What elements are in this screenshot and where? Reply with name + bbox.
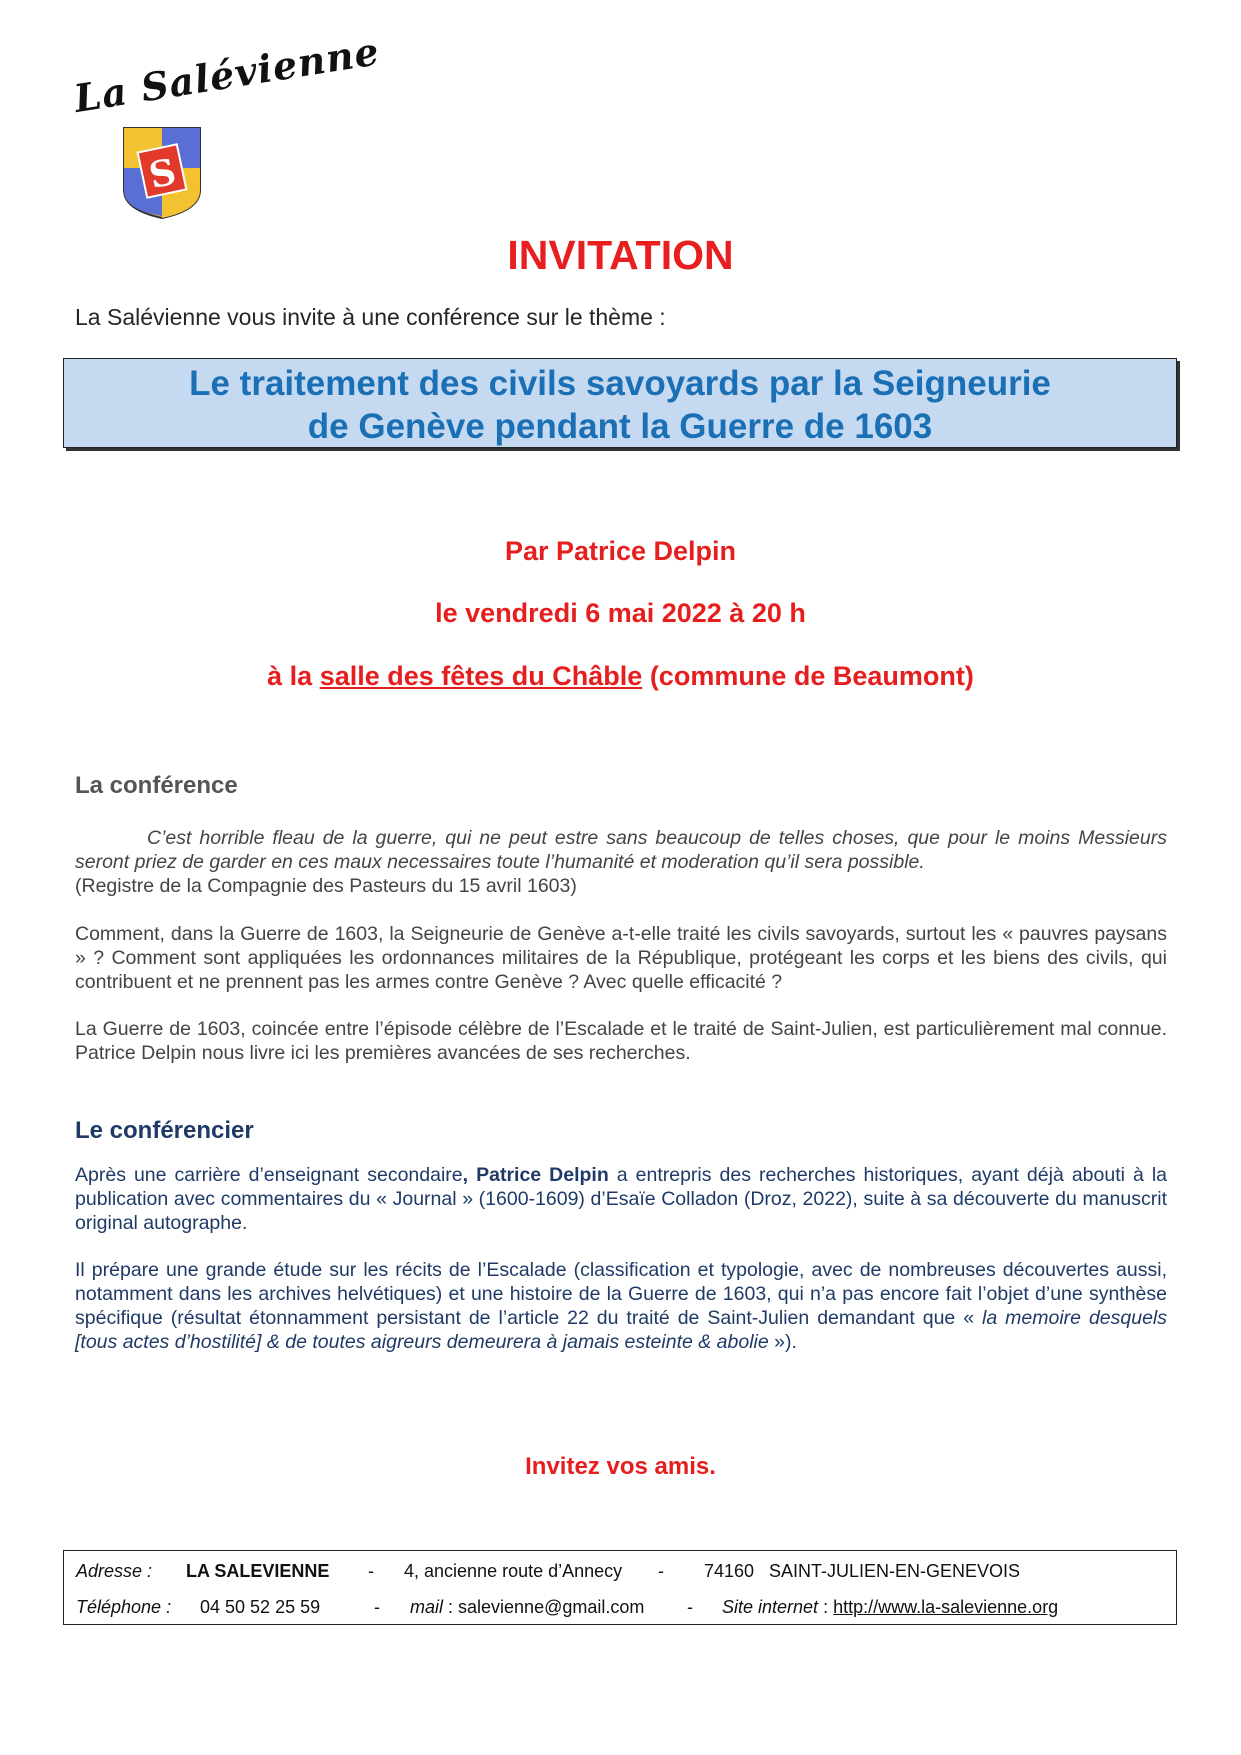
city: SAINT-JULIEN-EN-GENEVOIS bbox=[769, 1561, 1021, 1581]
dash: - bbox=[374, 1597, 380, 1617]
dash: - bbox=[658, 1561, 664, 1581]
postcode: 74160 bbox=[704, 1561, 755, 1581]
street-address: 4, ancienne route d’Annecy bbox=[404, 1561, 623, 1581]
speaker-p1-a: Après une carrière d’enseignant secondaire bbox=[75, 1164, 463, 1186]
phone-number: 04 50 52 25 59 bbox=[200, 1597, 321, 1617]
address-label: Adresse : bbox=[76, 1561, 153, 1581]
dash: - bbox=[687, 1597, 693, 1617]
shield-icon bbox=[120, 124, 204, 220]
speaker-paragraph-2 bbox=[75, 1258, 1167, 1354]
conference-heading: La conférence bbox=[75, 772, 238, 799]
speaker-p2-c: »). bbox=[768, 1331, 797, 1353]
venue-prefix: à la bbox=[267, 661, 320, 691]
closing-line: Invitez vos amis. bbox=[525, 1453, 716, 1480]
mail-address[interactable]: : salevienne@gmail.com bbox=[443, 1597, 645, 1617]
footer-contact-box bbox=[63, 1550, 1177, 1625]
dash: - bbox=[368, 1561, 374, 1581]
conference-quote-source: (Registre de la Compagnie des Pasteurs du 15 avril 1603) bbox=[75, 875, 577, 897]
speaker-p2-a: Il prépare une grande étude sur les récits de l’Escalade (classification et typologie, avec de nombreuses découvertes aussi, notamment dans les archives helvétiques) et une histoire de la Guerre de 1603, qui n’a pas encore fait l’objet d’une synthèse spécifique (résultat étonnamment persistant de l’article 22 du traité de Saint-Julien demandant que « bbox=[75, 1259, 1167, 1329]
speaker-line: Par Patrice Delpin bbox=[504, 536, 737, 566]
conference-title-line-1: Le traitement des civils savoyards par la Seigneurie bbox=[189, 364, 1051, 403]
conference-title-box bbox=[63, 358, 1177, 448]
conference-paragraph-2: La Guerre de 1603, coincée entre l’épisode célèbre de l’Escalade et le traité de Saint-Julien, est particulièrement mal connue. Patrice Delpin nous livre ici les premières avancées de ses recherches. bbox=[75, 1018, 1167, 1064]
speaker-name-bold: , Patrice Delpin bbox=[462, 1164, 609, 1186]
invitation-heading: INVITATION bbox=[507, 232, 734, 278]
site-separator: : bbox=[818, 1597, 834, 1617]
speaker-paragraph-1 bbox=[75, 1163, 1167, 1235]
date-line: le vendredi 6 mai 2022 à 20 h bbox=[435, 598, 806, 628]
conference-title-line-2: de Genève pendant la Guerre de 1603 bbox=[307, 407, 933, 446]
mail-label: mail bbox=[410, 1597, 444, 1617]
site-label: Site internet bbox=[722, 1597, 819, 1617]
site-field bbox=[722, 1597, 1058, 1618]
speaker-p2-quote: la memoire desquels [tous actes d’hostilité] & de toutes aigreurs demeurera à jamais esteinte & abolie bbox=[75, 1307, 1168, 1353]
conference-paragraph-1: Comment, dans la Guerre de 1603, la Seigneurie de Genève a-t-elle traité les civils savoyards, surtout les « pauvres paysans » ? Comment sont appliquées les ordonnances militaires de la République, protégeant les corps et les biens des civils, qui contribuent et ne prennent pas les armes contre Genève ? Avec quelle efficacité ? bbox=[75, 923, 1167, 993]
shield-letter: S bbox=[145, 150, 180, 198]
logo bbox=[70, 28, 383, 230]
speaker-p1-c: a entrepris des recherches historiques, ayant déjà abouti à la publication avec commentaires du « Journal » (1600-1609) d’Esaïe Colladon (Droz, 2022), suite à sa découverte du manuscrit original autographe. bbox=[75, 1164, 1168, 1234]
speaker-heading: Le conférencier bbox=[75, 1117, 254, 1144]
venue-suffix: (commune de Beaumont) bbox=[642, 661, 974, 691]
venue-place: salle des fêtes du Châble bbox=[319, 661, 643, 691]
mail-field bbox=[410, 1597, 644, 1618]
org-name: LA SALEVIENNE bbox=[186, 1561, 330, 1581]
logo-text: La Salévienne bbox=[70, 28, 383, 121]
site-link[interactable]: http://www.la-salevienne.org bbox=[833, 1597, 1059, 1617]
conference-quote-block bbox=[75, 826, 1167, 898]
conference-quote: C’est horrible fleau de la guerre, qui ne peut estre sans beaucoup de telles choses, que pour le moins Messieurs seront priez de garder en ces maux necessaires toute l’humanité et moderation qu’il sera possible. bbox=[75, 827, 1167, 873]
intro-text: La Salévienne vous invite à une conférence sur le thème : bbox=[75, 304, 666, 330]
venue-line bbox=[0, 661, 1241, 692]
phone-label: Téléphone : bbox=[76, 1597, 172, 1617]
